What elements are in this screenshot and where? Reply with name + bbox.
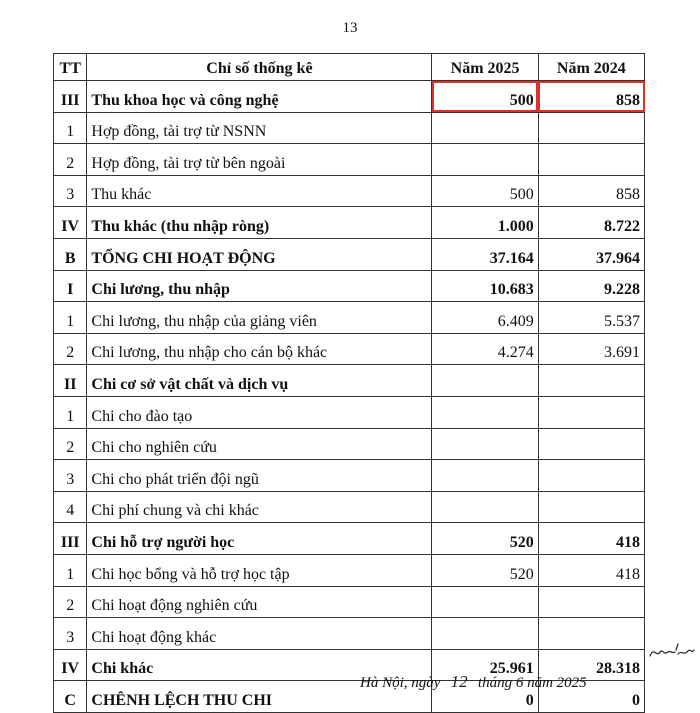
cell-indicator: Chi phí chung và chi khác	[87, 491, 432, 523]
cell-year-2024	[538, 491, 644, 523]
page-number: 13	[342, 20, 358, 36]
cell-year-2025: 500	[432, 175, 538, 207]
table-row	[54, 460, 645, 492]
table-row	[54, 428, 645, 460]
cell-year-2025: 520	[432, 554, 538, 586]
cell-indicator: Chi khác	[87, 649, 432, 681]
cell-year-2025: 1.000	[432, 207, 538, 239]
cell-tt: 3	[54, 175, 87, 207]
cell-year-2025: 520	[432, 523, 538, 555]
cell-indicator: Thu khoa học và công nghệ	[87, 81, 432, 113]
cell-year-2024	[538, 428, 644, 460]
cell-tt: IV	[54, 649, 87, 681]
footer-suffix: tháng 6 năm 2025	[477, 675, 587, 691]
table-body	[54, 81, 645, 713]
cell-tt: C	[54, 681, 87, 713]
table-row	[54, 618, 645, 650]
cell-tt: 1	[54, 554, 87, 586]
cell-year-2024	[538, 586, 644, 618]
cell-tt: IV	[54, 207, 87, 239]
cell-indicator: Chi cho phát triển đội ngũ	[87, 460, 432, 492]
cell-tt: 1	[54, 112, 87, 144]
cell-tt: 3	[54, 460, 87, 492]
cell-indicator: Hợp đồng, tài trợ từ NSNN	[87, 112, 432, 144]
cell-year-2025	[432, 365, 538, 397]
cell-year-2025	[432, 618, 538, 650]
cell-year-2025	[432, 491, 538, 523]
table-row	[54, 365, 645, 397]
cell-year-2024: 418	[538, 523, 644, 555]
cell-year-2024: 3.691	[538, 333, 644, 365]
cell-tt: 3	[54, 618, 87, 650]
cell-year-2024	[538, 112, 644, 144]
table-row	[54, 207, 645, 239]
table-row	[54, 81, 645, 113]
table-row	[54, 523, 645, 555]
cell-tt: 2	[54, 144, 87, 176]
cell-year-2025: 6.409	[432, 302, 538, 334]
cell-year-2024: 9.228	[538, 270, 644, 302]
cell-tt: III	[54, 81, 87, 113]
cell-year-2025: 500	[432, 81, 538, 113]
cell-year-2025	[432, 586, 538, 618]
cell-year-2024: 858	[538, 81, 644, 113]
cell-tt: 1	[54, 302, 87, 334]
cell-indicator: CHÊNH LỆCH THU CHI	[87, 681, 432, 713]
cell-indicator: Chi cơ sở vật chất và dịch vụ	[87, 365, 432, 397]
header-indicator: Chỉ số thống kê	[87, 54, 432, 81]
footer-prefix: Hà Nội, ngày	[360, 675, 441, 691]
table-header-row	[54, 54, 645, 81]
cell-indicator: Thu khác (thu nhập ròng)	[87, 207, 432, 239]
header-year-2025: Năm 2025	[432, 54, 538, 81]
cell-indicator: Chi lương, thu nhập cho cán bộ khác	[87, 333, 432, 365]
cell-indicator: Hợp đồng, tài trợ từ bên ngoài	[87, 144, 432, 176]
cell-year-2025: 0	[432, 681, 538, 713]
cell-indicator: Chi lương, thu nhập	[87, 270, 432, 302]
cell-year-2025: 4.274	[432, 333, 538, 365]
cell-tt: 4	[54, 491, 87, 523]
cell-tt: I	[54, 270, 87, 302]
cell-year-2025	[432, 428, 538, 460]
cell-tt: 2	[54, 428, 87, 460]
cell-indicator: Chi cho đào tạo	[87, 396, 432, 428]
table-row	[54, 112, 645, 144]
cell-year-2025	[432, 460, 538, 492]
cell-year-2025: 37.164	[432, 238, 538, 270]
cell-year-2025	[432, 112, 538, 144]
cell-year-2024: 37.964	[538, 238, 644, 270]
cell-indicator: Chi hoạt động nghiên cứu	[87, 586, 432, 618]
place-date-line	[360, 672, 587, 692]
cell-indicator: Chi hoạt động khác	[87, 618, 432, 650]
header-tt: TT	[54, 54, 87, 81]
cell-indicator: Chi cho nghiên cứu	[87, 428, 432, 460]
cell-tt: B	[54, 238, 87, 270]
cell-year-2024: 418	[538, 554, 644, 586]
cell-year-2024: 8.722	[538, 207, 644, 239]
cell-indicator: Chi hỗ trợ người học	[87, 523, 432, 555]
header-year-2024: Năm 2024	[538, 54, 644, 81]
cell-tt: III	[54, 523, 87, 555]
table-row	[54, 554, 645, 586]
cell-tt: II	[54, 365, 87, 397]
table-row	[54, 270, 645, 302]
cell-year-2025	[432, 144, 538, 176]
table-row	[54, 586, 645, 618]
cell-year-2025	[432, 396, 538, 428]
statistics-table	[53, 53, 645, 713]
table-row	[54, 396, 645, 428]
cell-year-2024: 5.537	[538, 302, 644, 334]
handwritten-day: 12	[450, 672, 468, 691]
cell-year-2025: 10.683	[432, 270, 538, 302]
table-row	[54, 175, 645, 207]
cell-year-2024	[538, 365, 644, 397]
cell-indicator: Thu khác	[87, 175, 432, 207]
cell-tt: 1	[54, 396, 87, 428]
cell-year-2024	[538, 460, 644, 492]
cell-indicator: TỔNG CHI HOẠT ĐỘNG	[87, 238, 432, 270]
cell-tt: 2	[54, 586, 87, 618]
table-row	[54, 333, 645, 365]
cell-year-2024	[538, 144, 644, 176]
table-row	[54, 238, 645, 270]
initials-signature	[648, 640, 696, 664]
cell-year-2025: 25.961	[432, 649, 538, 681]
cell-tt: 2	[54, 333, 87, 365]
cell-indicator: Chi học bổng và hỗ trợ học tập	[87, 554, 432, 586]
cell-year-2024: 858	[538, 175, 644, 207]
cell-year-2024: 28.318	[538, 649, 644, 681]
table-row	[54, 491, 645, 523]
table-row	[54, 144, 645, 176]
cell-indicator: Chi lương, thu nhập của giảng viên	[87, 302, 432, 334]
cell-year-2024	[538, 618, 644, 650]
cell-year-2024: 0	[538, 681, 644, 713]
table-row	[54, 302, 645, 334]
cell-year-2024	[538, 396, 644, 428]
